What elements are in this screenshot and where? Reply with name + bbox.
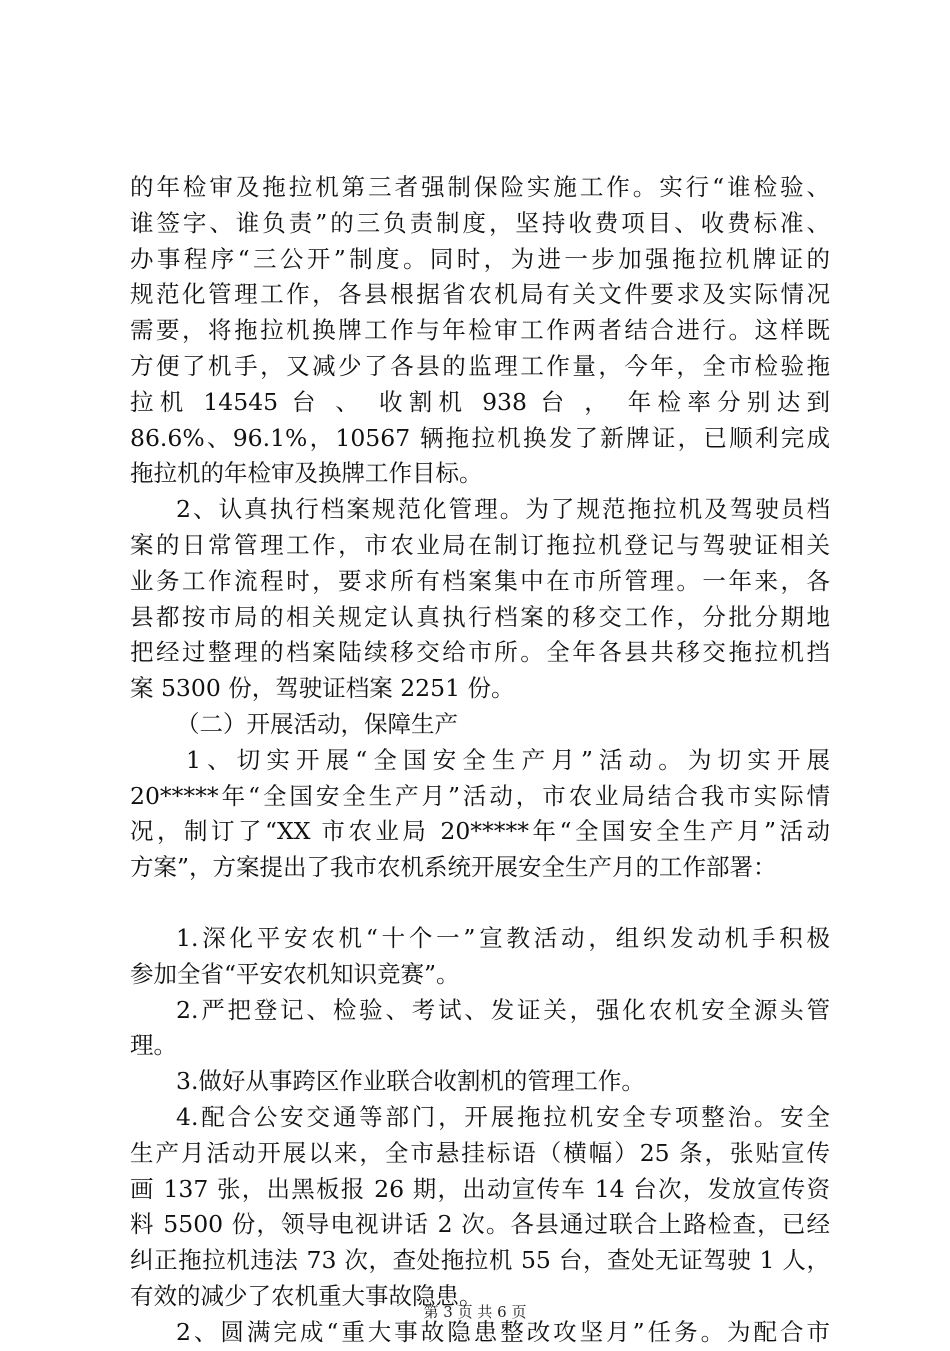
text-line: （二）开展活动，保障生产 <box>176 709 458 738</box>
text-line: 2、圆满完成“重大事故隐患整改攻坚月”任务。为配合市 <box>176 1317 830 1346</box>
text-line: 画 137 张，出黑板报 26 期，出动宣传车 14 台次，发放宣传资 <box>130 1174 830 1203</box>
document-body <box>130 170 830 1351</box>
section-heading <box>130 707 830 743</box>
paragraph-gap <box>130 886 830 921</box>
text-line: 况，制订了“XX 市农业局 20*****年“全国安全生产月”活动 <box>130 817 830 846</box>
paragraph <box>130 993 830 1065</box>
text-line: 拉机 14545 台 、 收割机 938 台 ， 年检率分别达到 <box>130 387 830 416</box>
text-line: 86.6%、96.1%，10567 辆拖拉机换发了新牌证，已顺利完成 <box>130 423 830 452</box>
text-line: 案的日常管理工作，市农业局在制订拖拉机登记与驾驶证相关 <box>130 530 830 559</box>
text-line: 料 5500 份，领导电视讲话 2 次。各县通过联合上路检查，已经 <box>130 1210 830 1239</box>
text-line: 案 5300 份，驾驶证档案 2251 份。 <box>130 674 515 703</box>
paragraph <box>130 743 830 886</box>
paragraph <box>130 170 830 492</box>
text-line: 2、认真执行档案规范化管理。为了规范拖拉机及驾驶员档 <box>176 495 830 524</box>
paragraph <box>130 492 830 707</box>
text-line: 纠正拖拉机违法 73 次，查处拖拉机 55 台，查处无证驾驶 1 人， <box>130 1246 830 1275</box>
paragraph <box>130 921 830 993</box>
text-line: 4.配合公安交通等部门，开展拖拉机安全专项整治。安全 <box>176 1102 830 1131</box>
text-line: 办事程序“三公开”制度。同时，为进一步加强拖拉机牌证的 <box>130 244 830 273</box>
text-line: 的年检审及拖拉机第三者强制保险实施工作。实行“谁检验、 <box>130 173 830 201</box>
text-line: 1、切实开展“全国安全生产月”活动。为切实开展 <box>186 745 830 774</box>
text-line: 1.深化平安农机“十个一”宣教活动，组织发动机手积极 <box>176 923 830 952</box>
text-line: 2.严把登记、检验、考试、发证关，强化农机安全源头管 <box>176 995 830 1024</box>
text-line: 谁签字、谁负责”的三负责制度，坚持收费项目、收费标准、 <box>130 208 830 237</box>
text-line: 方案”，方案提出了我市农机系统开展安全生产月的工作部署： <box>130 853 777 882</box>
text-line: 20*****年“全国安全生产月”活动，市农业局结合我市实际情 <box>130 781 830 810</box>
text-line: 县都按市局的相关规定认真执行档案的移交工作，分批分期地 <box>130 602 830 631</box>
text-line: 把经过整理的档案陆续移交给市所。全年各县共移交拖拉机挡 <box>130 638 830 667</box>
text-line: 拖拉机的年检审及换牌工作目标。 <box>130 459 483 488</box>
text-line: 参加全省“平安农机知识竞赛”。 <box>130 959 460 988</box>
text-line: 有效的减少了农机重大事故隐患。 <box>130 1281 483 1310</box>
page-footer: 第 3 页 共 6 页 <box>423 1303 527 1321</box>
text-line: 生产月活动开展以来，全市悬挂标语（横幅）25 条，张贴宣传 <box>130 1138 830 1167</box>
text-line: 业务工作流程时，要求所有档案集中在市所管理。一年来，各 <box>130 566 830 595</box>
text-line: 理。 <box>130 1031 177 1060</box>
text-line: 规范化管理工作，各县根据省农机局有关文件要求及实际情况 <box>130 280 830 309</box>
paragraph <box>130 1100 830 1315</box>
text-line: 方便了机手，又减少了各县的监理工作量，今年，全市检验拖 <box>130 351 830 380</box>
paragraph <box>130 1064 830 1100</box>
text-line: 3.做好从事跨区作业联合收割机的管理工作。 <box>176 1067 645 1096</box>
text-line: 需要，将拖拉机换牌工作与年检审工作两者结合进行。这样既 <box>130 316 830 345</box>
